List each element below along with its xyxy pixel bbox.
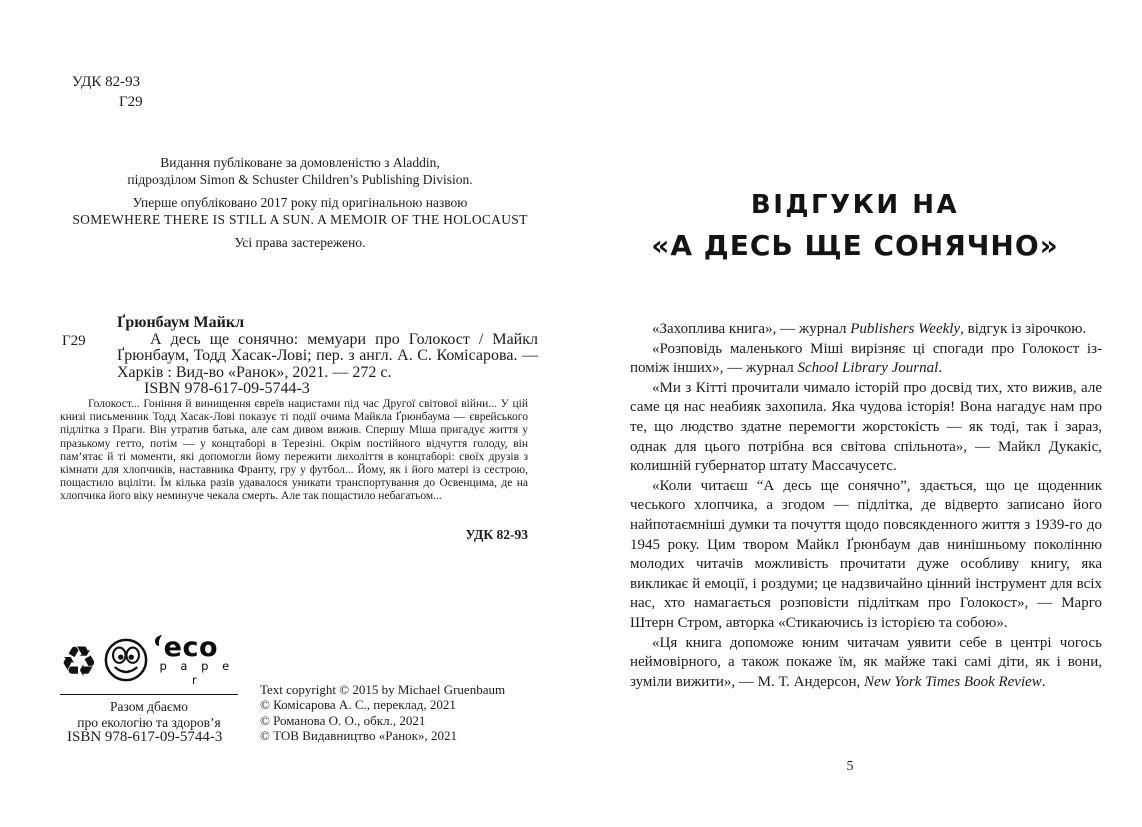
review-source-italic: School Library Journal	[797, 360, 939, 377]
review-text: «Ця книга допоможе юним читачам уявити себе в центрі чогось неймовірного, а також покаже їм, як майже такі самі діти, як і вони, зуміли вижити», — М. Т. Андерсон,	[630, 634, 1102, 690]
review-text: «Захоплива книга», — журнал	[652, 321, 851, 337]
review-paragraph	[630, 634, 1102, 693]
page-number: 5	[846, 759, 854, 774]
publication-notice-line: підрозділом Simon & Schuster Children’s Publishing Division.	[127, 172, 473, 187]
publication-notice-line: Видання публіковане за домовленістю з Aladdin,	[160, 155, 440, 170]
isbn-number: ISBN 978-617-09-5744-3	[67, 729, 223, 745]
copyright-line: Text copyright © 2015 by Michael Gruenbaum	[260, 682, 506, 697]
eco-paper-block	[60, 632, 238, 730]
catalog-author: Ґрюнбаум Майкл	[117, 314, 245, 331]
reviews-title-line2: «А ДЕСЬ ЩЕ СОНЯЧНО»	[651, 229, 1059, 262]
eco-caption-line: про екологію та здоров’я	[77, 714, 221, 730]
review-text: «Ми з Кітті прочитали чимало історій про досвід тих, хто вижив, але саме ця нас неабияк захопила. Яка чудова історія! Вона нагадує нам про те, що людство здатне перемогти жорстокість — як тоді, так і зараз, однак для цього потрібна вся світова спільнота», — Майкл Дукакіс, колишній губернатор штату Массачусетс.	[630, 379, 1102, 475]
review-source-italic: New York Times Book Review	[864, 673, 1042, 690]
catalog-description: А десь ще сонячно: мемуари про Голокост / Майкл Ґрюнбаум, Тодд Хасак-Лові; пер. з англ. А. С. Комісарова. — Харків : Вид-во «Ранок», 2021. — 272 с.	[117, 330, 538, 381]
eco-divider	[60, 694, 238, 695]
book-annotation: Голокост... Гоніння й винищення євреїв нацистами під час Другої світової війни... У цій книзі письменник Тодд Хасак-Лові показує ті події очима Майкла Ґрюнбаума — єврейського підлітка з Праги. Він утратив батька, але сам дивом вижив. Спершу Міша пригадує життя у празькому гетто, потім — у концтаборі в Терезіні. Окрім постійного відчуття голоду, він пам’ятає й ті моменти, які допомогли йому пережити лихоліття в концтаборі: своїх друзів з кімнати для хлопчиків, наставника Франту, гру у футбол... Йому, як і його матері із сестрою, пощастило вціліти. Їм кілька разів удавалося уникати транспортування до Освенцима, де на хлопчика його віку неминуче чекала смерть. Але так пощастило небагатьом...	[60, 398, 528, 503]
review-text: «Коли читаєш “А десь ще сонячно”, здається, що це щоденник чеського хлопчика, а згодом — підлітка, де відверто записано його найпотаємніші думки та почуття щодо повсякденного життя з 1939-го до 1945 року. Цим твором Майкл Ґрюнбаум дав нинішньому поколінню молодих читачів можливість прочитати дуже особливу книгу, яка викликає й емоції, і роздуми; це надзвичайно цінний інструмент для всіх нас, хто намагається розповісти підліткам про Голокост», — Марго Штерн Стром, авторка «Стикаючись із історією та собою».	[630, 477, 1102, 631]
rights-reserved-line: Усі права застережено.	[234, 235, 366, 250]
original-title: SOMEWHERE THERE IS STILL A SUN. A MEMOIR OF THE HOLOCAUST	[72, 212, 528, 227]
publication-notice	[60, 154, 540, 251]
udk-code: УДК 82-93	[72, 74, 141, 90]
review-paragraph	[630, 320, 1102, 340]
catalog-code: Г29	[62, 333, 86, 349]
copyright-block	[260, 682, 505, 744]
review-text: .	[938, 360, 943, 377]
copyright-line: © Комісарова А. С., переклад, 2021	[260, 697, 456, 713]
recycle-icon: ♻	[60, 637, 98, 686]
review-paragraph	[630, 340, 1102, 379]
eco-logo-subtext: p a p e r	[159, 659, 235, 687]
review-text: «Розповідь маленького Міші вирізняє ці спогади про Голокост із-поміж інших», — журнал	[630, 340, 1102, 377]
catalog-entry	[117, 315, 538, 398]
reviews-list	[630, 320, 1102, 692]
publication-notice-line: Уперше опубліковано 2017 року під оригінальною назвою	[132, 195, 468, 210]
udk-classification-bottom: УДК 82-93	[465, 527, 528, 542]
smiley-icon	[103, 637, 149, 688]
review-paragraph	[630, 477, 1102, 634]
review-text: , відгук із зірочкою.	[960, 321, 1087, 337]
eco-paper-logo	[154, 632, 238, 687]
review-text: .	[1041, 673, 1046, 690]
review-paragraph	[630, 379, 1102, 477]
udk-classification-top	[72, 72, 143, 112]
leaf-icon	[154, 635, 163, 647]
copyright-line: © Романова О. О., обкл., 2021	[260, 712, 426, 728]
eco-logo-text: eco	[163, 632, 219, 663]
reviews-title-line1: ВІДГУКИ НА	[750, 190, 960, 220]
author-sign-code: Г29	[119, 94, 143, 110]
catalog-isbn: ISBN 978-617-09-5744-3	[144, 380, 310, 397]
eco-caption-line: Разом дбаємо	[110, 699, 188, 714]
copyright-line: © ТОВ Видавництво «Ранок», 2021	[260, 728, 457, 744]
reviews-title	[615, 190, 1095, 262]
review-source-italic: Publishers Weekly	[850, 321, 961, 337]
